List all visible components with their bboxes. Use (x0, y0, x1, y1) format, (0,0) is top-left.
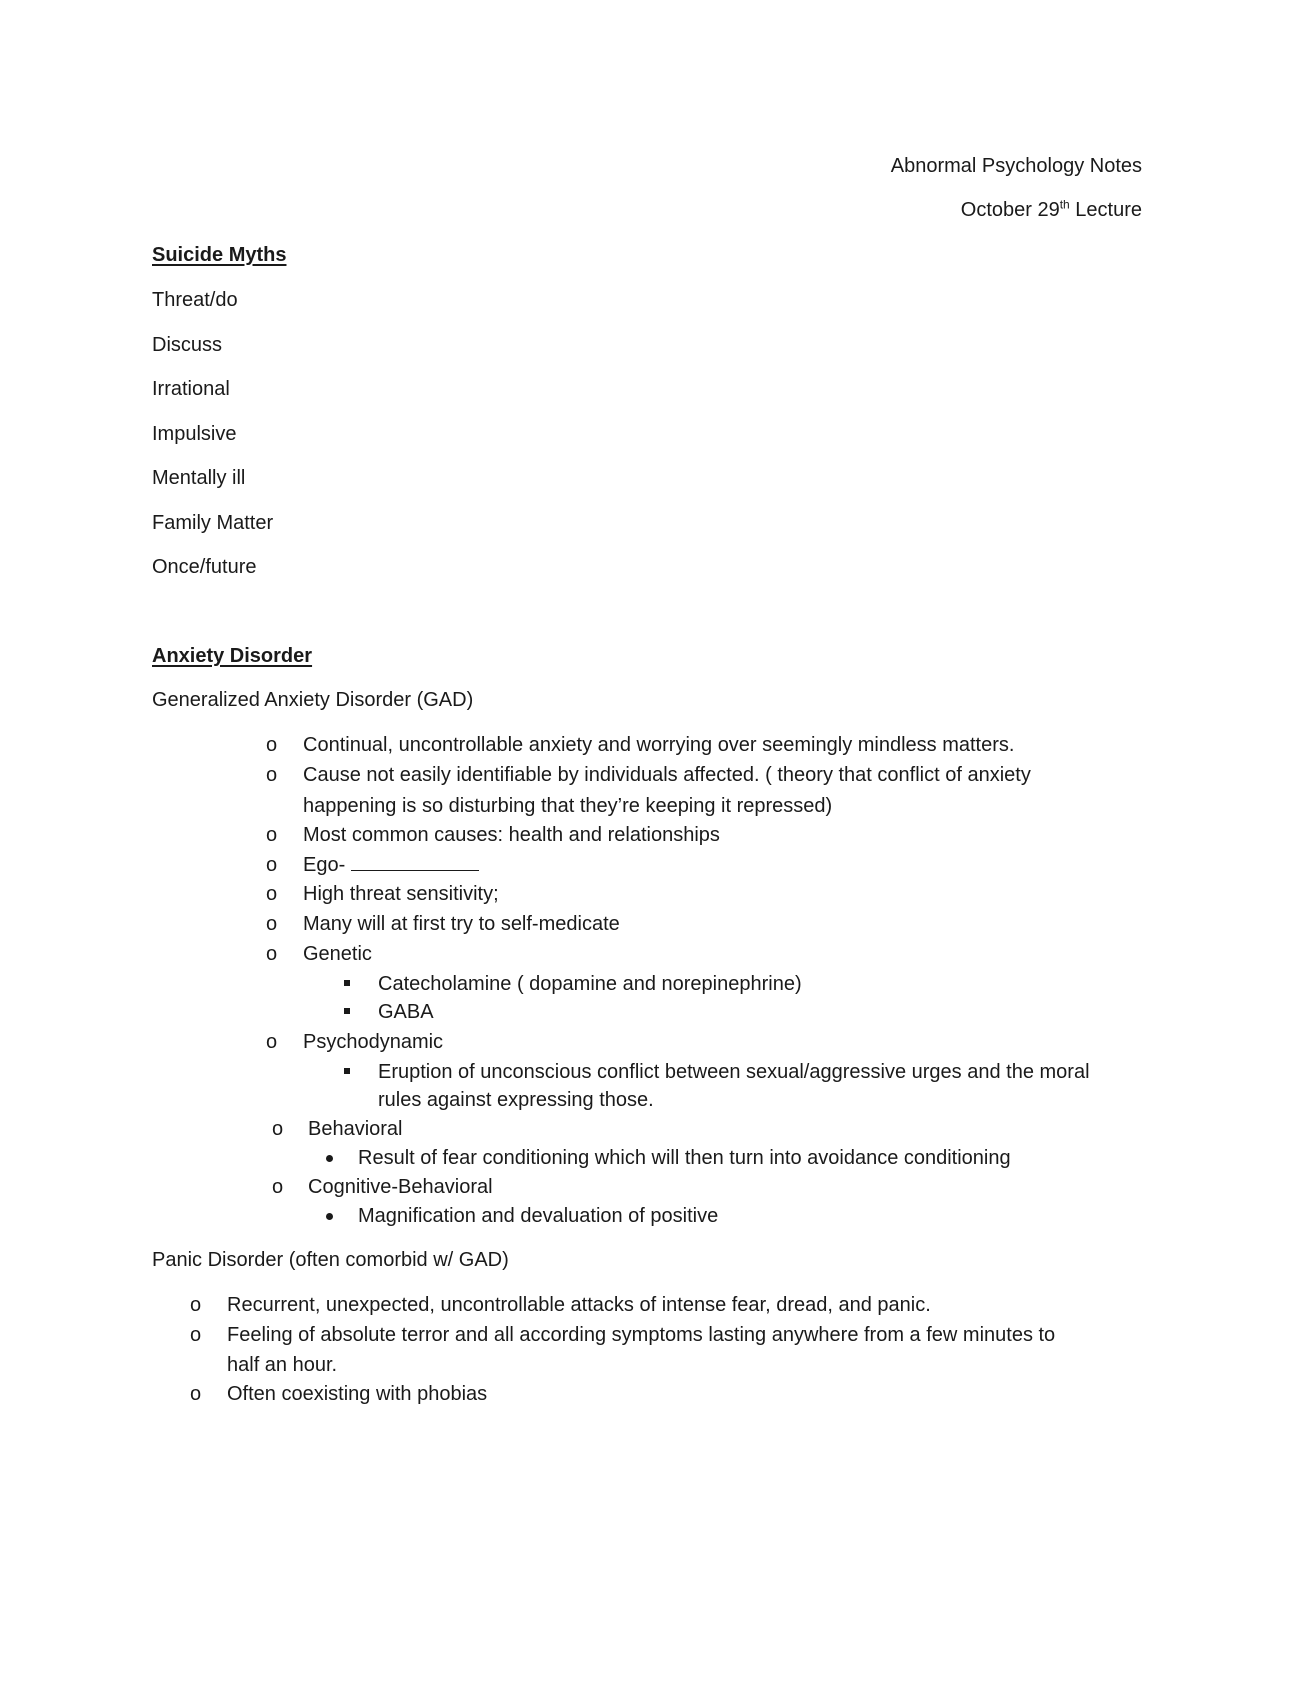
hollow-bullet-icon: o (272, 1118, 284, 1140)
lecture-date-suffix: Lecture (1069, 199, 1142, 221)
sub-list-item: GABA (378, 1001, 434, 1023)
ego-label: Ego- (303, 854, 346, 876)
list-item: Often coexisting with phobias (227, 1383, 488, 1405)
list-item: Psychodynamic (303, 1031, 444, 1053)
hollow-bullet-icon: o (266, 1031, 278, 1053)
myth-item: Mentally ill (152, 467, 246, 489)
list-item: Cause not easily identifiable by individuals affected. ( theory that conflict of anxiety (303, 764, 1031, 786)
list-item-continuation: half an hour. (227, 1354, 338, 1376)
gad-title: Generalized Anxiety Disorder (GAD) (152, 689, 474, 711)
myth-item: Threat/do (152, 289, 238, 311)
hollow-bullet-icon: o (266, 734, 278, 756)
myth-item: Discuss (152, 334, 223, 356)
hollow-bullet-icon: o (266, 913, 278, 935)
document-title: Abnormal Psychology Notes (890, 155, 1142, 177)
hollow-bullet-icon: o (266, 764, 278, 786)
dot-bullet-icon (326, 1155, 333, 1162)
list-item: Feeling of absolute terror and all according symptoms lasting anywhere from a few minutes to (227, 1324, 1056, 1346)
list-item: Behavioral (308, 1118, 403, 1140)
sub-list-item: Magnification and devaluation of positive (358, 1205, 719, 1227)
sub-list-item-continuation: rules against expressing those. (378, 1089, 654, 1111)
list-item (303, 855, 479, 875)
list-item-continuation: happening is so disturbing that they’re keeping it repressed) (303, 795, 833, 817)
sub-list-item: Catecholamine ( dopamine and norepinephrine) (378, 973, 802, 995)
anxiety-disorder-heading: Anxiety Disorder (152, 645, 313, 667)
hollow-bullet-icon: o (190, 1324, 202, 1346)
list-item: Recurrent, unexpected, uncontrollable attacks of intense fear, dread, and panic. (227, 1294, 931, 1316)
myth-item: Family Matter (152, 512, 274, 534)
square-bullet-icon (344, 1068, 350, 1074)
hollow-bullet-icon: o (266, 883, 278, 905)
square-bullet-icon (344, 1008, 350, 1014)
sub-list-item: Result of fear conditioning which will then turn into avoidance conditioning (358, 1147, 1011, 1169)
list-item: High threat sensitivity; (303, 883, 499, 905)
list-item: Genetic (303, 943, 372, 965)
suicide-myths-heading: Suicide Myths (152, 244, 287, 266)
lecture-date (960, 197, 1142, 221)
list-item: Most common causes: health and relationships (303, 824, 720, 846)
hollow-bullet-icon: o (266, 824, 278, 846)
hollow-bullet-icon: o (266, 854, 278, 876)
hollow-bullet-icon: o (266, 943, 278, 965)
fill-in-blank (351, 869, 479, 871)
list-item: Many will at first try to self-medicate (303, 913, 620, 935)
hollow-bullet-icon: o (190, 1383, 202, 1405)
hollow-bullet-icon: o (190, 1294, 202, 1316)
dot-bullet-icon (326, 1213, 333, 1220)
square-bullet-icon (344, 980, 350, 986)
panic-disorder-title: Panic Disorder (often comorbid w/ GAD) (152, 1249, 509, 1271)
myth-item: Impulsive (152, 423, 237, 445)
lecture-date-prefix: October 29 (960, 199, 1060, 221)
myth-item: Irrational (152, 378, 230, 400)
hollow-bullet-icon: o (272, 1176, 284, 1198)
lecture-date-suffix-sup: th (1059, 197, 1070, 212)
list-item: Cognitive-Behavioral (308, 1176, 493, 1198)
myth-item: Once/future (152, 556, 257, 578)
sub-list-item: Eruption of unconscious conflict between sexual/aggressive urges and the moral (378, 1061, 1090, 1083)
list-item: Continual, uncontrollable anxiety and worrying over seemingly mindless matters. (303, 734, 1015, 756)
